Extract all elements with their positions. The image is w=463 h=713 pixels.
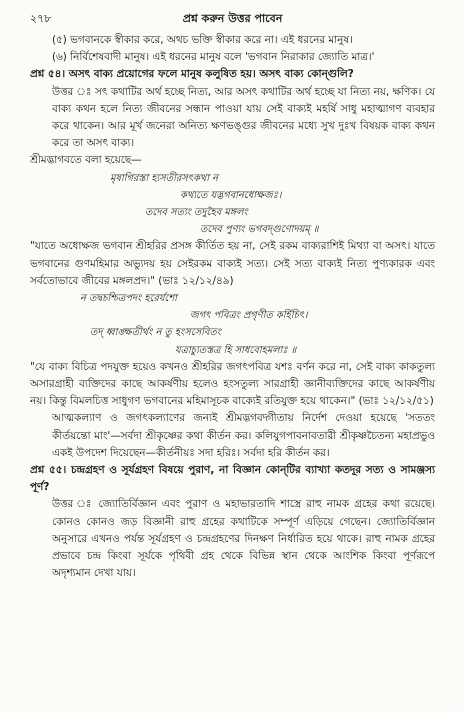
list-item: (৬) নির্বিশেষবাদী মানুষ। এই ধরনের মানুষ বলে 'ভগবান নিরাকার জ্যোতি মাত্র।' bbox=[52, 51, 375, 64]
page-header bbox=[30, 10, 435, 32]
verse-line: কথ্যতে যদ্ভগবানধোক্ষজঃ। bbox=[180, 189, 282, 201]
verse-line: তদ্‌ ধ্বাঙ্ক্ষতীর্থং ন তু হংসসেবিতং bbox=[90, 327, 221, 339]
running-title: প্রশ্ন করুন উত্তর পাবেন bbox=[182, 12, 283, 25]
answer-54: উত্তর ঃ সৎ কথাটির অর্থ হচ্ছে নিত্য, আর অসৎ কথাটির অর্থ হচ্ছে যা নিত্য নয়, ক্ষণিক। যে বাক্য কথন হলে নিত্য জীবনের সন্ধান পাওয়া যায় সেই বাক্যই মহর্ষি সাধু মহাত্মাগণ ব্যবহার করে থাকেন। আর মূর্খ জনেরা অনিত্য ক্ষণভঙ্গুর জীবনের মধ্যে সুখ দুঃখ বিষয়ক বাক্য কথন করে তা অসৎ বাক্য। bbox=[52, 85, 435, 150]
verse-line: তদেব পুণ্যং ভগবদ্গুণোদয়ম্‌ ॥ bbox=[200, 224, 319, 236]
verse-line: মৃষাগিরস্তা হ্যসতীরসৎকথা ন bbox=[110, 172, 219, 184]
bhagavatam-intro: শ্রীমদ্ভাগবতে বলা হয়েছে— bbox=[30, 154, 142, 167]
answer-55: উত্তর ঃ জ্যোতির্বিজ্ঞান এবং পুরাণ ও মহাভারতাদি শাস্ত্রে রাহু নামক গ্রহের কথা রয়েছে। কোনও কোনও জড় বিজ্ঞানী রাহু গ্রহের কথাটিকে সম্পূর্ণ এড়িয়ে গেছেন। জ্যোতির্বিজ্ঞান অনুসারে এখনও পর্যন্ত সূর্যগ্রহণ ও চন্দ্রগ্রহণের দিনক্ষণ নির্ধারিত হয়ে থাকে। রাহু নামক গ্রহের প্রভাবে চন্দ্র কিংবা সূর্যকে পৃথিবী গ্রহ থেকে বিভিন্ন স্থান থেকে আংশিক কিংবা পূর্ণরূপে অদৃশ্যমান দেখা যায়। bbox=[52, 498, 435, 580]
list-item: (৫) ভগবানকে স্বীকার করে, অথচ ভক্তি স্বীকার করে না। এই ধরনের মানুষ। bbox=[52, 34, 353, 46]
page-number: ২৭৮ bbox=[30, 12, 52, 25]
verse-line: যত্রাচ্যুতস্তত্র হি সাধবোহমলাঃ ॥ bbox=[175, 344, 297, 356]
question-54: প্রশ্ন ৫৪। অসৎ বাক্য প্রয়োগের ফলে মানুষ কলুষিত হয়। অসৎ বাক্য কোন্‌গুলি? bbox=[30, 68, 354, 81]
translation-paragraph: "যাতে অধোক্ষজ ভগবান শ্রীহরির প্রসঙ্গ কীর্তিত হয় না, সেই রকম বাক্যরাশিই মিথ্যা বা অসৎ। যাতে ভগবানের গুণমহিমার অভ্যুদয় হয় সেইরকম বাক্যই সত্য। সেই সত্য বাক্যই নিত্য পুণ্যকারক এবং সর্বতোভাবে জীবের মঙ্গলপ্রদ।" (ভাঃ ১২/১২/৪৯) bbox=[30, 240, 435, 287]
body-paragraph: আত্মকল্যাণ ও জগৎকল্যাণের জন্যই শ্রীমদ্ভগবদ্গীতায় নির্দেশ দেওয়া হয়েছে 'সততং কীর্তয়ন্তো মাং'—সর্বদা শ্রীকৃষ্ণের কথা কীর্তন কর। কলিযুগপাবনাবতারী শ্রীকৃষ্ণচৈতন্য মহাপ্রভুও একই উপদেশ দিয়েছেন—কীর্তনীয়ঃ সদা হরিঃ। সর্বদা হরি কীর্তন কর। bbox=[52, 412, 435, 459]
question-55: প্রশ্ন ৫৫। চন্দ্রগ্রহণ ও সূর্যগ্রহণ বিষয়ে পুরাণ, না বিজ্ঞান কোন্‌টির ব্যাখ্যা কতদূর সত্য ও সামঞ্জস্য পূর্ণ? bbox=[30, 464, 435, 494]
verse-line: তদেব সত্যং তদুহৈব মঙ্গলং bbox=[145, 207, 248, 219]
verse-line: জগৎ পবিত্রং প্রগৃণীত কর্হিচিৎ। bbox=[190, 310, 308, 322]
translation-paragraph: "যে বাক্য বিচিত্র পদযুক্ত হয়েও কখনও শ্রীহরির জগৎপবিত্র যশঃ বর্ণন করে না, সেই বাক্য কাকতুল্য অসারগ্রাহী ব্যক্তিদের কাছে আকর্ষণীয় হলেও হংসতুল্য সারগ্রাহী জ্ঞানীব্যক্তিদের কাছে আকর্ষণীয় নয়। কিন্তু বিমলচিত্ত সাধুগণ ভগবানের মহিমাসূচক বাক্যেই রতিযুক্ত হয়ে থাকেন।" (ভাঃ ১২/১২/৫১) bbox=[30, 360, 435, 408]
verse-line: ন তদ্বচশ্চিত্রপদং হরের্যশো bbox=[80, 293, 178, 305]
